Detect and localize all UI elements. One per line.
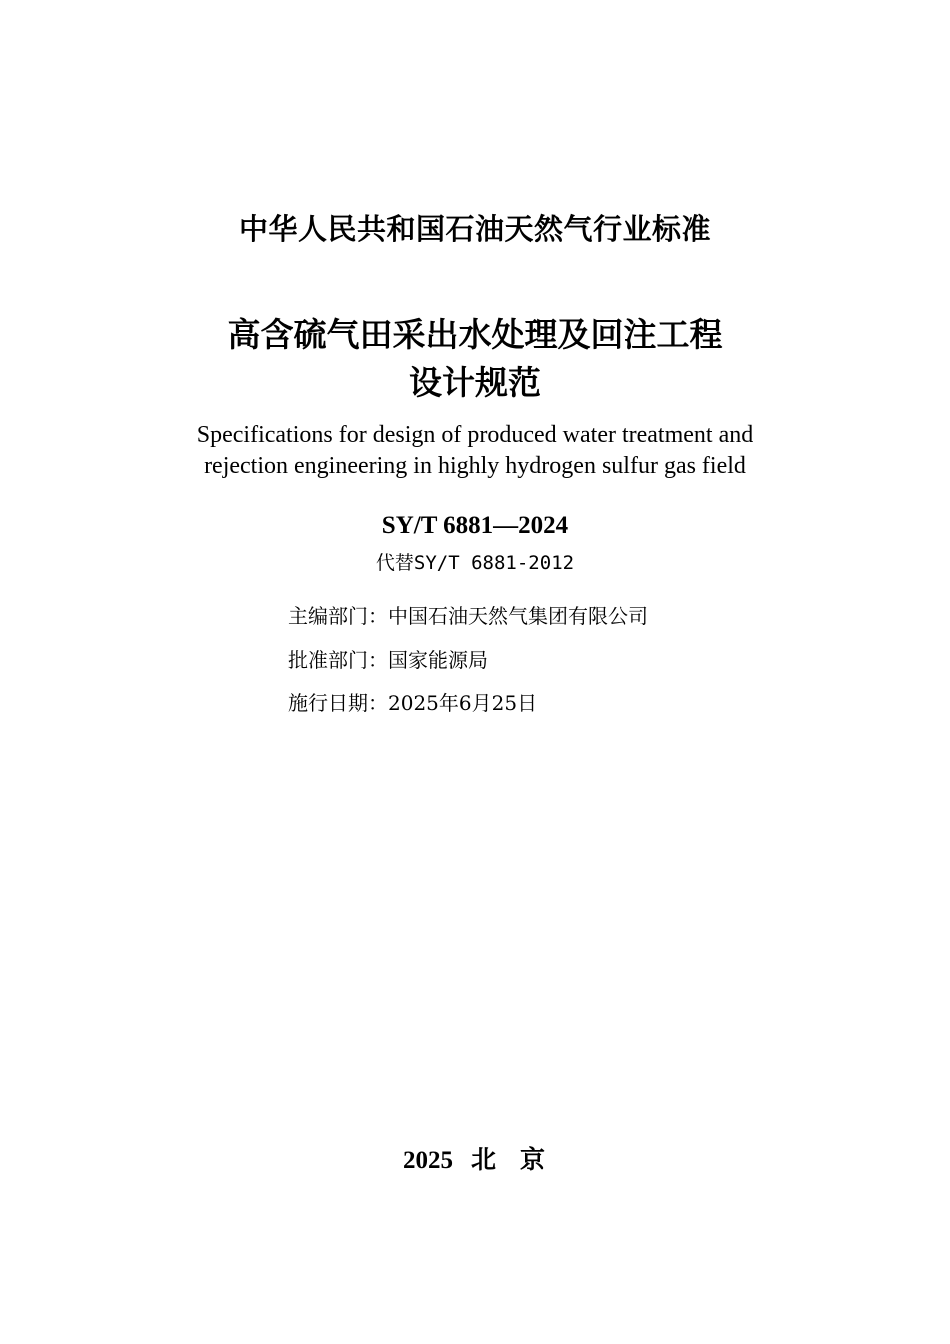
chinese-title-line-1: 高含硫气田采出水处理及回注工程	[227, 315, 723, 354]
publication-footer	[0, 1140, 950, 1176]
effective-date-label: 施行日期：	[288, 691, 388, 715]
publication-city-char-1: 北	[470, 1145, 498, 1174]
approval-department-value: 国家能源局	[388, 648, 488, 672]
replaces-standard	[0, 548, 950, 575]
english-title-line-1: Specifications for design of produced water treatment and	[196, 422, 754, 448]
approval-department-label: 批准部门：	[288, 648, 388, 672]
english-title-line-2: rejection engineering in highly hydrogen sulfur gas field	[204, 453, 746, 479]
english-title	[0, 420, 950, 482]
chinese-title-line-2: 设计规范	[409, 363, 541, 402]
publication-city-char-2: 京	[520, 1145, 548, 1174]
effective-date-row	[288, 687, 537, 716]
chinese-title	[0, 311, 950, 407]
editor-department-row	[288, 600, 648, 629]
editor-department-value: 中国石油天然气集团有限公司	[388, 604, 648, 628]
replaces-code: SY/T 6881-2012	[413, 552, 575, 574]
standard-number: SY/T 6881—2024	[381, 512, 569, 539]
replaces-prefix: 代替	[375, 552, 414, 574]
effective-date-value: 2025年6月25日	[388, 691, 538, 715]
editor-department-label: 主编部门：	[288, 604, 388, 628]
publication-year: 2025	[402, 1147, 453, 1174]
approval-department-row	[288, 644, 488, 673]
industry-standard-header: 中华人民共和国石油天然气行业标准	[238, 212, 711, 246]
